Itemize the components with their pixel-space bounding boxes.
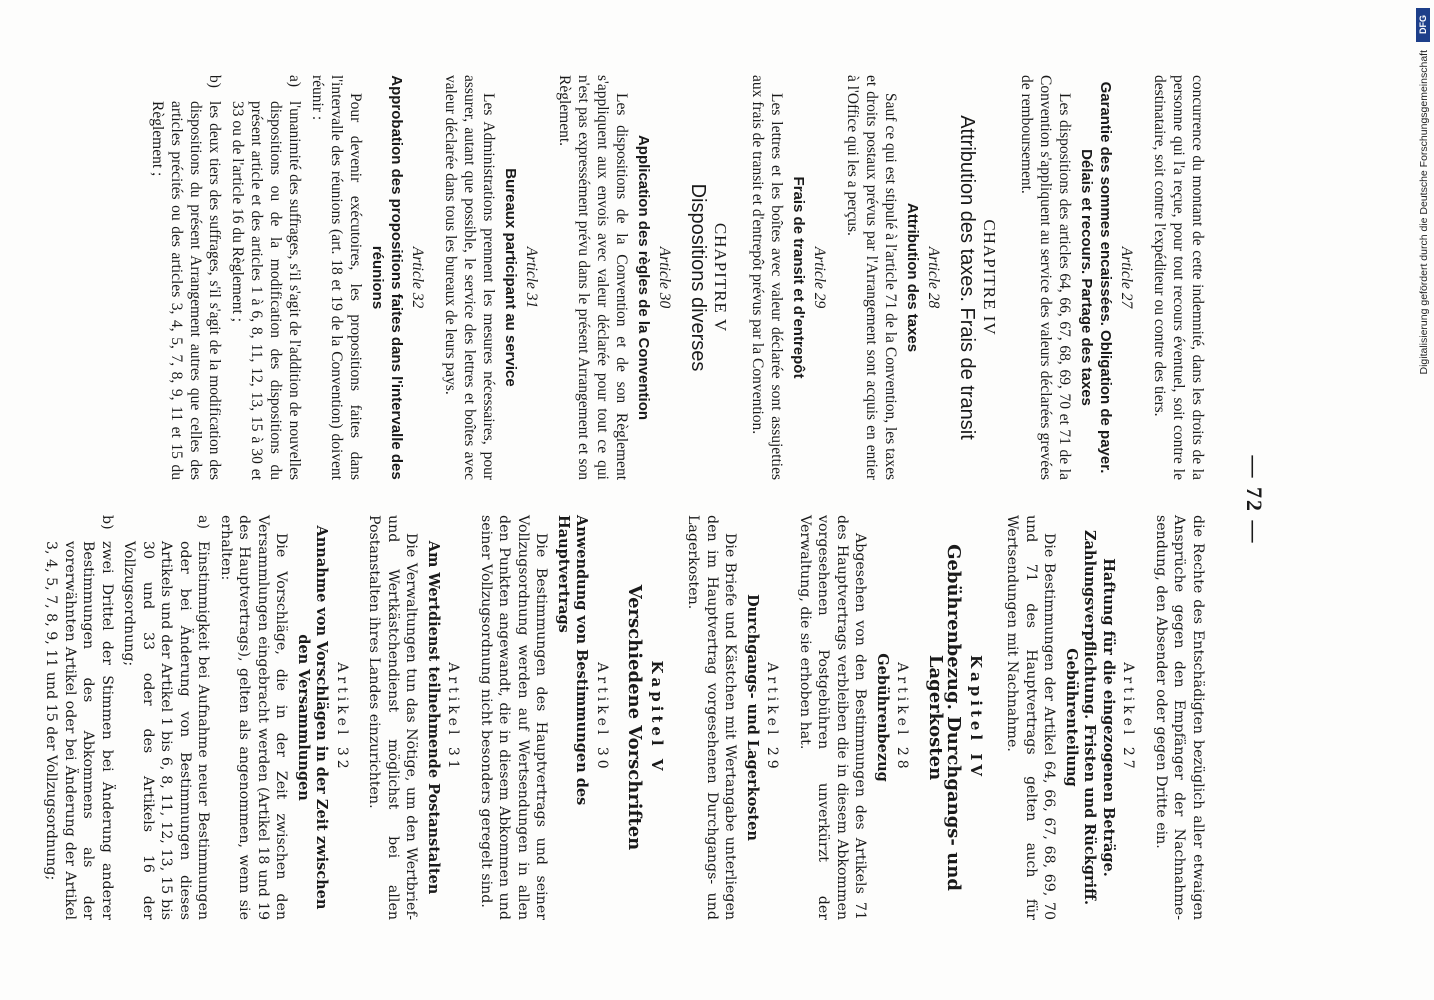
fr-article-30-label: Article 30 — [656, 246, 673, 309]
list-item-text: Einstimmigkeit bei Aufnahme neuer Bestimmungen oder bei Änderung von Bestimmungen dieses Artikels und der Artikel 1 bis 6, 8, 11, 12, 13, 15 bis 30 und 33 oder des Artikels 16 der Vollzugsordnung; — [121, 541, 212, 920]
de-article-32-label: Artikel 32 — [334, 662, 350, 773]
de-article-28-title: Gebührenbezug — [874, 653, 891, 782]
de-article-28-text: Abgesehen von den Bestimmungen des Artikels 71 des Hauptvertrags verbleiben die in diesem Abkommen vorgesehenen Postgebühren unverkürzt der Verwaltung, die sie erhoben hat. — [797, 515, 869, 920]
fr-chapter-4-label: CHAPITRE IV — [980, 219, 999, 336]
de-article-31-text: Die Verwaltungen tun das Nötige, um den Wertbrief- und Wertkästchendienst möglichst bei allen Postanstalten ihres Landes einzurichten. — [366, 515, 420, 920]
de-chapter-4-title: Gebührenbezug. Durchgangs- und Lagerkosten — [925, 544, 965, 891]
fr-article-31-title: Bureaux participant au service — [502, 168, 519, 387]
german-column — [38, 515, 1207, 920]
fr-article-30-title: Application des règles de la Convention — [635, 134, 652, 421]
list-item-label: b) — [99, 515, 115, 530]
fr-article-32-text: Pour devenir exécutoires, les propositions faites dans l'intervalle des réunions (art. 18 et 19 de la Convention) doivent réunir : — [309, 75, 364, 480]
de-article-31-title: Am Wertdienst teilnehmende Postanstalten — [425, 540, 442, 895]
fr-article-30-text: Les dispositions de la Convention et de son Règlement s'appliquent aux envois avec valeur déclarée pour tout ce qui n'est pas expressément prévu dans le présent Arrangement et son Règlement. — [556, 75, 630, 480]
fr-article-32-title: Approbation des propositions faites dans l'intervalle des réunions — [369, 75, 405, 480]
list-item-label: a) — [286, 75, 303, 88]
de-article-30-text: Die Bestimmungen des Hauptvertrags und seiner Vollzugsordnung werden auf Wertsendungen in allen den Punkten angewandt, die in diesem Abkommen und seiner Vollzugsordnung nicht besonders geregelt sind. — [478, 515, 550, 920]
fr-article-27-label: Article 27 — [1118, 246, 1135, 309]
fr-chapter-5-title: Dispositions diverses — [687, 183, 709, 372]
fr-article-32-label: Article 32 — [409, 246, 426, 309]
de-article-29-label: Artikel 29 — [764, 662, 781, 773]
fr-article-29-title: Frais de transit et d'entrepôt — [790, 176, 807, 379]
de-article-32-title: Annahme von Vorschlägen in der Zeit zwischen den Versammlungen — [295, 525, 331, 910]
list-item — [228, 75, 304, 480]
fr-article-27-text: Les dispositions des articles 64, 66, 67, 68, 69, 70 et 71 de la Convention s'appliquent au service des valeurs déclarées grevées de remboursement. — [1018, 75, 1073, 480]
list-item-label: b) — [206, 75, 223, 88]
digitization-sidebar — [1412, 0, 1434, 1000]
fr-article-27-title: Garantie des sommes encaissées. Obligation de payer. Délais et recours. Partage des taxes — [1078, 81, 1114, 474]
de-article-27-title: Haftung für die eingezogenen Beträge. Zahlungsverpflichtung. Fristen und Rückgriff. Gebührenteilung — [1063, 529, 1117, 906]
fr-chapter-4-title: Attribution des taxes. Frais de transit — [956, 115, 978, 440]
fr-article-28-label: Article 28 — [925, 246, 942, 309]
digitization-note: Digitalisierung gefördert durch die Deutsche Forschungsgemeinschaft — [1418, 50, 1430, 375]
french-column — [144, 75, 1207, 480]
dfg-logo: DFG — [1416, 8, 1430, 42]
de-article-30-label: Artikel 30 — [594, 662, 610, 773]
rotated-page-content — [43, 60, 1287, 940]
de-article-31-label: Artikel 31 — [445, 662, 462, 773]
de-article-29-text: Die Briefe und Kästchen mit Wertangabe unterliegen den im Hauptvertrag vorgesehenen Durchgangs- und Lagerkosten. — [685, 515, 739, 920]
fr-intro-paragraph: concurrence du montant de cette indemnité, dans les droits de la personne qui l'a reçue, pour tout recours éventuel, soit contre le destinataire, soit contre l'expéditeur ou contre des tiers. — [1151, 75, 1206, 480]
de-chapter-5-title: Verschiedene Vorschriften — [624, 584, 646, 851]
fr-article-29-text: Les lettres et les boîtes avec valeur déclarée sont assujetties aux frais de transit et d'entrepôt prévus par la Convention. — [749, 75, 785, 480]
page-number: — 72 — — [1242, 455, 1267, 545]
de-article-29-title: Durchgangs- und Lagerkosten — [744, 594, 761, 841]
list-item-text: zwei Drittel der Stimmen bei Änderung anderer Bestimmungen des Abkommens als der vorerwähnten Artikel oder bei Änderung der Artikel 3, 4, 5, 7, 8, 9, 11 und 15 der Vollzugsordnung; — [43, 541, 115, 920]
de-article-28-label: Artikel 28 — [894, 662, 911, 773]
fr-article-28-title: Attribution des taxes — [904, 202, 921, 353]
list-item — [42, 515, 116, 920]
list-item-text: l'unanimité des suffrages, s'il s'agit de l'addition de nouvelles dispositions ou de la modification des dispositions du présent article et des articles 1 à 6, 8, 11, 12, 13, 15 à 30 et 33 ou de l'article 16 du Règlement ; — [229, 101, 303, 480]
de-article-27-label: Artikel 27 — [1120, 662, 1137, 773]
de-chapter-4-label: Kapitel IV — [967, 655, 985, 780]
de-article-30-title: Anwendung von Bestimmungen des Hauptvertrags — [555, 515, 591, 806]
fr-article-31-text: Les Administrations prennent les mesures nécessaires, pour assurer, autant que possible, le service des lettres et boîtes avec valeur déclarée dans tous les bureaux de leurs pays. — [442, 75, 497, 480]
fr-chapter-5-label: CHAPITRE V — [711, 222, 730, 333]
de-intro-paragraph: die Rechte des Entschädigten bezüglich aller etwaigen Ansprüche gegen den Empfänger der Nachnahme-sendung, den Absender oder gegen Dritte ein. — [1153, 515, 1206, 920]
fr-article-29-label: Article 29 — [811, 246, 828, 309]
de-chapter-5-label: Kapitel V — [648, 660, 666, 775]
de-article-32-text: Die Vorschläge, die in der Zeit zwischen den Versammlungen eingebracht werden (Artikel 18 und 19 des Hauptvertrags), gelten als angenommen, wenn sie erhalten: — [218, 515, 290, 920]
fr-article-28-text: Sauf ce qui est stipulé à l'article 71 de la Convention, les taxes et droits postaux prévus par l'Arrangement sont acquis en entier à l'Office qui les a perçus. — [844, 75, 899, 480]
list-item — [120, 515, 213, 920]
list-item-text: les deux tiers des suffrages, s'il s'agit de la modification des dispositions du présent Arrangement autres que celles des articles précités ou des articles 3, 4, 5, 7, 8, 9, 11 et 15 du Règlement ; — [149, 101, 223, 480]
fr-article-31-label: Article 31 — [523, 246, 540, 309]
list-item — [148, 75, 224, 480]
list-item-label: a) — [195, 515, 212, 529]
de-article-27-text: Die Bestimmungen der Artikel 64, 66, 67, 68, 69, 70 und 71 des Hauptvertrags gelten auch für Wertsendungen mit Nachnahme. — [1004, 515, 1058, 920]
